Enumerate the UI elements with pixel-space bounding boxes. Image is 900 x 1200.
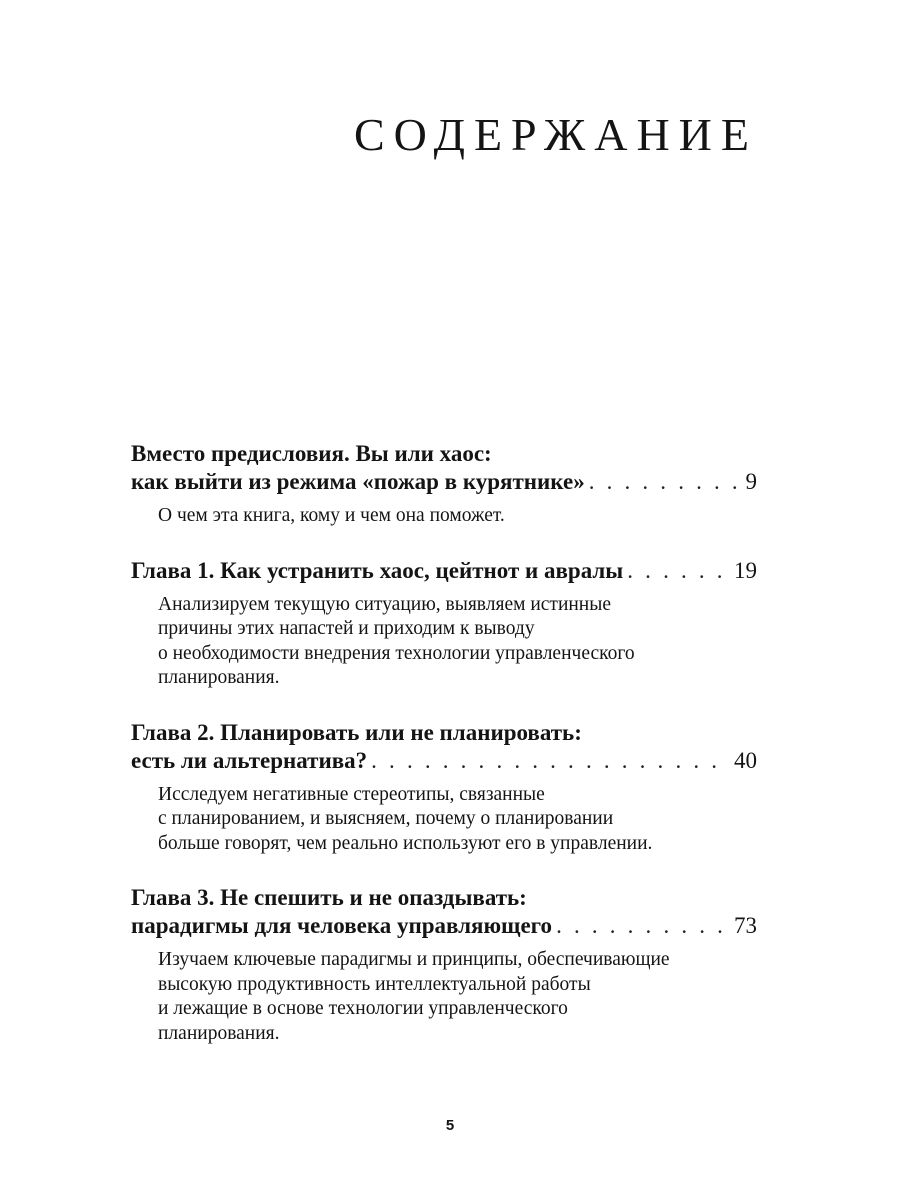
toc-entry-page-number: 9: [745, 469, 757, 494]
toc-entry-title-line1: Вместо предисловия. Вы или хаос:: [131, 441, 492, 466]
toc-entry-description: Исследуем негативные стереотипы, связанные с планированием, и выясняем, почему о планировании больше говорят, чем реально используют его в управлении.: [158, 783, 653, 854]
toc-entry-page-number: 73: [734, 913, 757, 938]
toc-entry-page-number: 19: [734, 557, 757, 583]
toc-entry-title-text: есть ли альтернатива?: [131, 747, 368, 773]
toc-entry-title-text: как выйти из режима «пожар в курятнике»: [131, 469, 585, 494]
toc-entry-heading: [131, 440, 757, 496]
dot-leader: [589, 468, 742, 496]
toc-entry-title-text: Глава 1. Как устранить хаос, цейтнот и авралы: [131, 557, 624, 583]
table-of-contents: [131, 440, 757, 1074]
dot-leader: [556, 912, 730, 940]
toc-entry-chapter-3: [131, 884, 757, 1046]
toc-entry-description: Изучаем ключевые парадигмы и принципы, обеспечивающие высокую продуктивность интеллектуальной работы и лежащие в основе технологии управленческого планирования.: [158, 949, 670, 1044]
toc-entry-chapter-2: [131, 719, 757, 857]
toc-entry-description: Анализируем текущую ситуацию, выявляем истинные причины этих напастей и приходим к выводу о необходимости внедрения технологии управленческого планирования.: [158, 593, 635, 688]
toc-entry-heading: [131, 884, 757, 940]
toc-entry-title-line1: Глава 3. Не спешить и не опаздывать:: [131, 885, 527, 910]
dot-leader: [371, 747, 730, 775]
toc-entry-title-text: парадигмы для человека управляющего: [131, 913, 553, 938]
toc-entry-heading: [131, 557, 757, 585]
toc-entry-description: О чем эта книга, кому и чем она поможет.: [158, 505, 505, 526]
toc-entry-page-number: 40: [734, 747, 757, 773]
toc-entry-preface: [131, 440, 757, 529]
toc-entry-title-line2: [131, 747, 757, 775]
toc-entry-chapter-1: [131, 557, 757, 691]
toc-entry-title-line2: [131, 557, 757, 585]
toc-entry-title-line1: Глава 2. Планировать или не планировать:: [131, 719, 582, 745]
page-number: 5: [445, 1117, 455, 1134]
dot-leader: [627, 557, 730, 585]
toc-entry-heading: [131, 719, 757, 775]
page-title: СОДЕРЖАНИЕ: [353, 109, 758, 160]
toc-entry-title-line2: [131, 912, 757, 940]
toc-entry-title-line2: [131, 468, 757, 496]
